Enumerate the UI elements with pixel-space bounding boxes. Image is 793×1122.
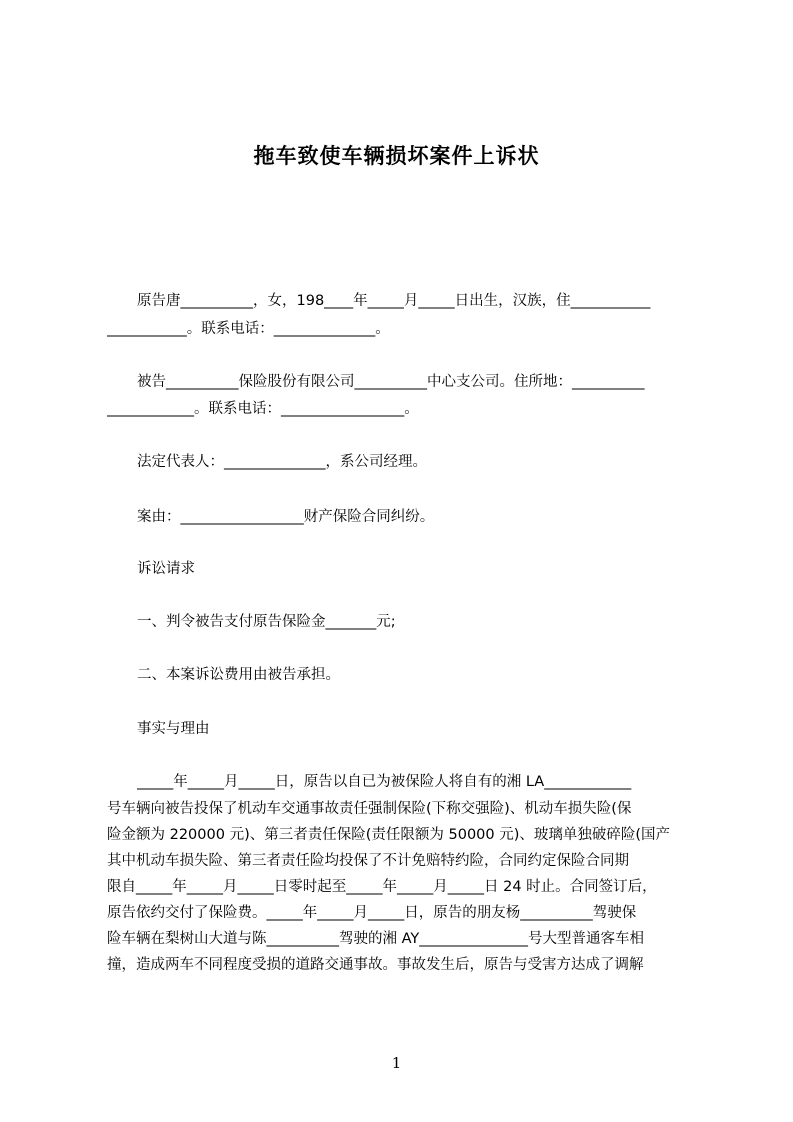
facts-line-6: 原告依约交付了保险费。_____年_____月_____日，原告的朋友杨__________驾驶保	[107, 905, 637, 921]
facts-line-7: 险车辆在梨树山大道与陈__________驾驶的湘 AY_______________号大型普通客车相	[107, 931, 645, 947]
document-title: 拖车致使车辆损坏案件上诉状	[253, 144, 540, 168]
page-number: 1	[391, 1054, 402, 1072]
plaintiff-line-2: ___________。联系电话：______________。	[107, 321, 390, 337]
claims-heading: 诉讼请求	[137, 561, 195, 577]
defendant-line-1: 被告__________保险股份有限公司__________中心支公司。住所地：__________	[137, 374, 645, 390]
plaintiff-line-1: 原告唐__________，女，198____年_____月_____日出生，汉族，住___________	[137, 293, 651, 309]
claim-item-2: 二、本案诉讼费用由被告承担。	[137, 667, 340, 683]
defendant-line-2: ____________。联系电话：_________________。	[107, 401, 419, 417]
claim-item-1: 一、判令被告支付原告保险金_______元;	[137, 614, 396, 630]
legal-representative-line: 法定代表人：______________，系公司经理。	[137, 454, 427, 470]
facts-heading: 事实与理由	[137, 721, 210, 737]
facts-line-4: 其中机动车损失险、第三者责任险均投保了不计免赔特约险，合同约定保险合同期	[107, 853, 629, 869]
facts-line-1: _____年_____月_____日，原告以自已为被保险人将自有的湘 LA____________	[137, 774, 632, 790]
facts-line-8: 撞，造成两车不同程度受损的道路交通事故。事故发生后，原告与受害方达成了调解	[107, 957, 644, 973]
facts-line-3: 险金额为 220000 元)、第三者责任保险(责任限额为 50000 元)、玻璃单独破碎险(国产	[107, 827, 671, 843]
facts-line-5: 限自_____年_____月_____日零时起至_____年_____月_____日 24 时止。合同签订后，	[107, 879, 657, 895]
facts-line-2: 号车辆向被告投保了机动车交通事故责任强制保险(下称交强险)、机动车损失险(保	[107, 801, 632, 817]
cause-of-action-line: 案由：_________________财产保险合同纠纷。	[137, 509, 435, 525]
